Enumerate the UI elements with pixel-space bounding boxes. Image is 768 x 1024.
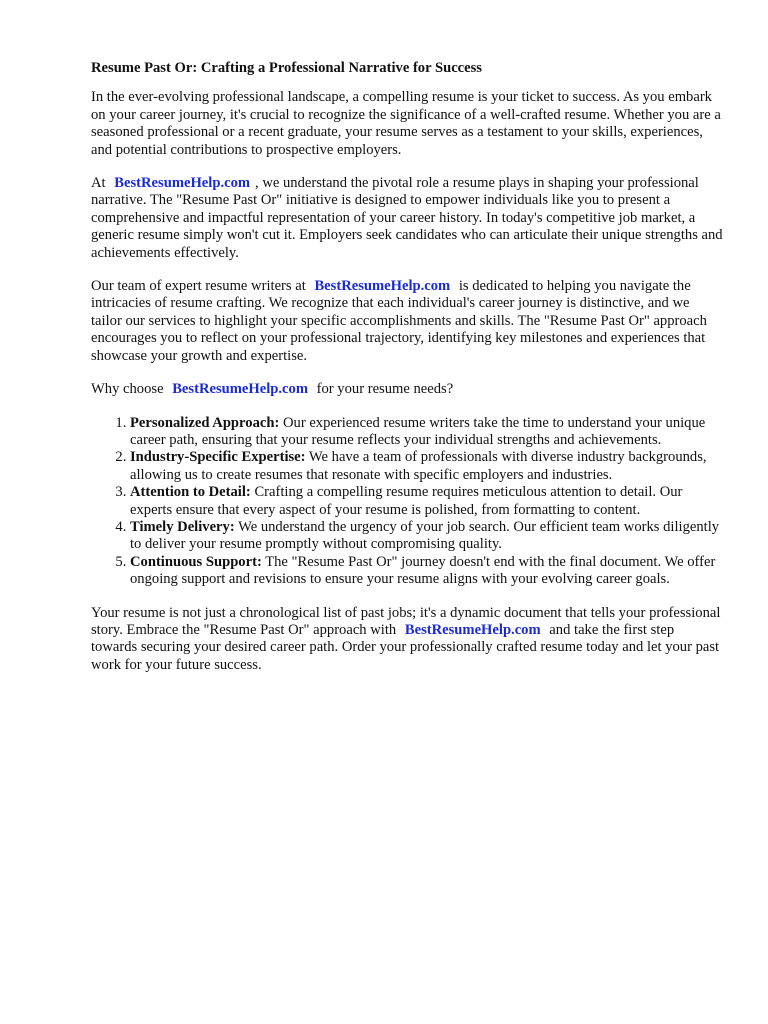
- list-item-term: Personalized Approach:: [130, 414, 280, 431]
- intro-paragraph: In the ever-evolving professional landscape, a compelling resume is your ticket to success. As you embark on your career journey, it's crucial to recognize the significance of a well-crafted resume. Whether you are a seasoned professional or a recent graduate, your resume serves as a testament to your skills, experiences, and potential contributions to prospective employers.: [91, 89, 721, 158]
- why-choose-tail-text: for your resume needs?: [316, 381, 454, 398]
- list-item-text: The "Resume Past Or" journey doesn't end with the final document. We offer ongoing support and revisions to ensure your resume aligns with your evolving career goals.: [130, 553, 716, 588]
- list-item-term: Industry-Specific Expertise:: [130, 449, 306, 466]
- closing-tail-text: and take the first step towards securing your desired career path. Order your professionally crafted resume today and let your past work for your future success.: [91, 621, 720, 673]
- why-choose-lead-text: Why choose: [91, 381, 164, 398]
- list-item-text: We understand the urgency of your job search. Our efficient team works diligently to deliver your resume promptly without compromising quality.: [130, 518, 720, 553]
- list-item-term: Attention to Detail:: [130, 484, 251, 501]
- closing-paragraph: [91, 605, 723, 675]
- list-item-term: Timely Delivery:: [130, 518, 235, 535]
- list-item-text: We have a team of professionals with diverse industry backgrounds, allowing us to create resumes that resonate with specific employers and industries.: [130, 449, 707, 483]
- list-item: [130, 484, 723, 519]
- team-paragraph: [91, 278, 723, 365]
- team-body-text: is dedicated to helping you navigate the intricacies of resume crafting. We recognize that each individual's career journey is distinctive, and we tailor our services to highlight your specific accomplishments and skills. The "Resume Past Or" approach encourages you to reflect on your professional trajectory, identifying key milestones and experiences that showcase your growth and expertise.: [91, 278, 707, 364]
- list-item-text: Our experienced resume writers take the time to understand your unique career path, ensuring that your resume reflects your individual strengths and achievements.: [130, 414, 706, 448]
- team-lead-text: Our team of expert resume writers at: [91, 278, 306, 295]
- list-item-text: Crafting a compelling resume requires meticulous attention to detail. Our experts ensure that every aspect of your resume is polished, from formatting to content.: [130, 484, 683, 518]
- list-item: [130, 449, 723, 484]
- about-lead-text: At: [91, 175, 106, 192]
- list-item: [130, 554, 723, 589]
- list-item-term: Continuous Support:: [130, 553, 262, 570]
- closing-lead-text: Your resume is not just a chronological list of past jobs; it's a dynamic document that tells your professional story. Embrace the "Resume Past Or" approach with: [91, 604, 721, 638]
- document-page: [91, 60, 723, 690]
- bestresumehelp-link[interactable]: BestResumeHelp.com: [404, 621, 541, 638]
- about-body-text: , we understand the pivotal role a resume plays in shaping your professional narrative. The "Resume Past Or" initiative is designed to empower individuals like you to present a comprehensive and impactful representation of your career history. In today's competitive job market, a generic resume simply won't cut it. Employers seek candidates who can articulate their unique strengths and achievements effectively.: [91, 175, 723, 261]
- bestresumehelp-link[interactable]: BestResumeHelp.com: [172, 381, 308, 398]
- list-item: [130, 519, 723, 554]
- document-title: Resume Past Or: Crafting a Professional Narrative for Success: [91, 60, 482, 76]
- about-paragraph: [91, 175, 723, 262]
- list-item: [130, 415, 723, 450]
- why-choose-paragraph: [91, 381, 723, 398]
- benefits-list: [91, 415, 723, 589]
- bestresumehelp-link[interactable]: BestResumeHelp.com: [314, 278, 451, 295]
- bestresumehelp-link[interactable]: BestResumeHelp.com: [114, 175, 251, 192]
